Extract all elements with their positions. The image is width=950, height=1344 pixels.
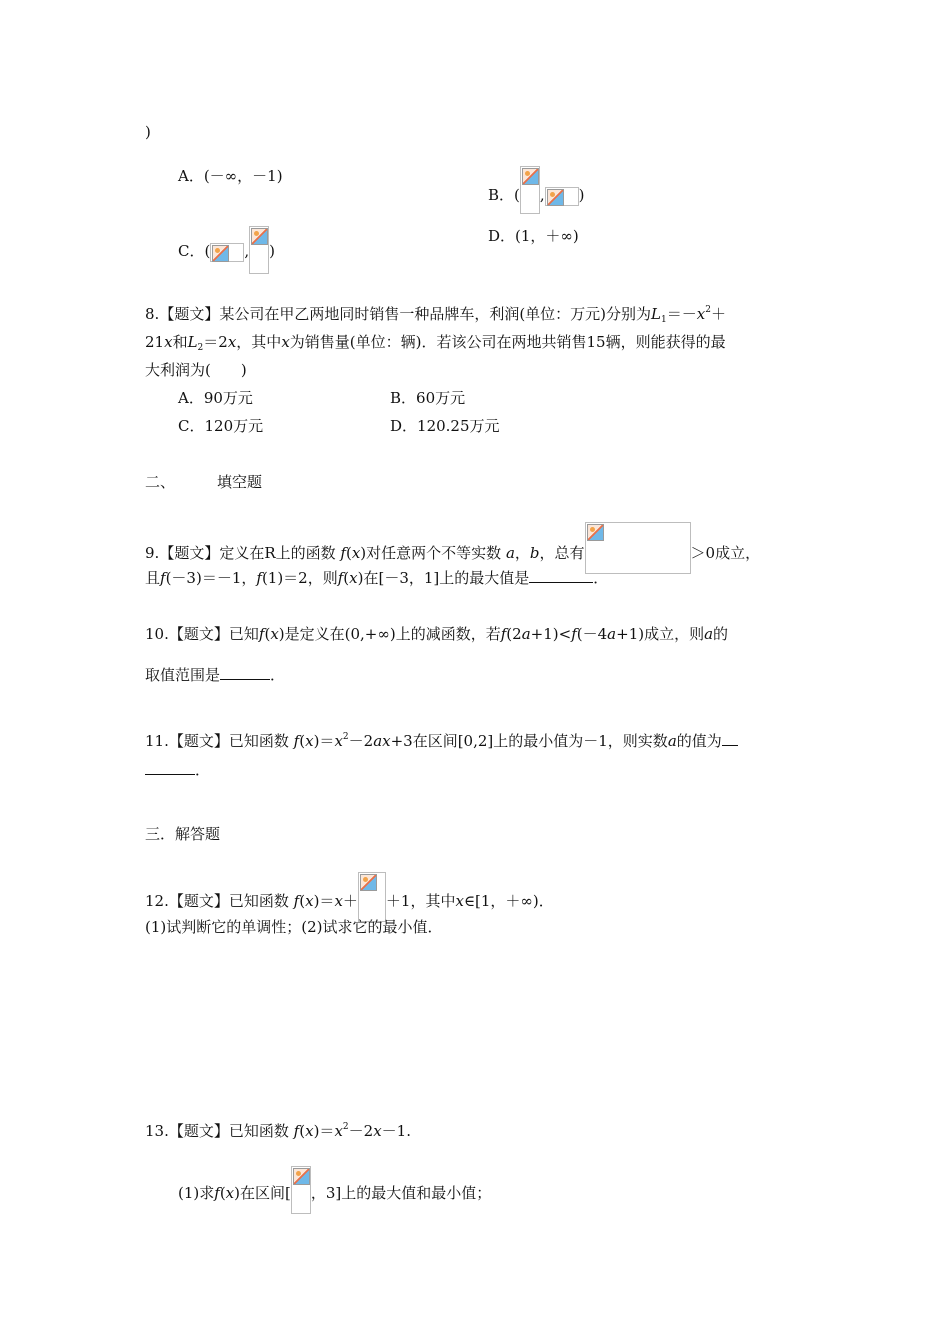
q9-tag: 【题文】: [159, 544, 220, 562]
q7-continuation: ): [145, 123, 151, 141]
q9-line-1: 9.【题文】定义在R上的函数 f(x)对任意两个不等实数 a，b，总有 ＞0成立，: [145, 522, 760, 574]
q7-option-b: B．( , ): [488, 166, 585, 214]
q10-number: 10.: [145, 625, 169, 643]
section-2-heading: 二、 填空题: [145, 473, 263, 491]
q10-tag: 【题文】: [168, 625, 229, 643]
answer-blank[interactable]: [529, 568, 593, 583]
q12-tag: 【题文】: [168, 892, 229, 910]
formula-image-icon: [291, 1166, 311, 1214]
formula-image-icon: [249, 226, 269, 274]
q7-option-d: D．(1，＋∞): [488, 227, 579, 245]
q8-option-b: B．60万元: [390, 389, 466, 407]
q8-number: 8.: [145, 305, 160, 323]
q8-tag: 【题文】: [159, 305, 220, 323]
q12-number: 12.: [145, 892, 169, 910]
formula-image-icon: [520, 166, 540, 214]
q12-line-1: 12.【题文】已知函数 f(x)＝x＋ ＋1，其中x∈[1，＋∞)．: [145, 872, 554, 922]
q8-line-2: 21x和$L_2=2x$，其中x为销售量(单位：辆)．若该公司在两地共销售15辆，则能获得的最: [145, 333, 726, 353]
formula-image-icon: [358, 872, 386, 922]
formula-image-icon: [545, 187, 579, 206]
q12-subquestions: (1)试判断它的单调性；(2)试求它的最小值．: [145, 918, 443, 936]
answer-blank-continued[interactable]: [145, 760, 195, 775]
q7-option-a: A．(－∞，－1): [178, 167, 283, 185]
q7-option-c: C．( , ): [178, 226, 275, 274]
q8-option-c: C．120万元: [178, 417, 264, 435]
q11-line-2: ．: [145, 760, 210, 780]
q9-number: 9.: [145, 544, 160, 562]
q13-tag: 【题文】: [168, 1122, 229, 1140]
q8-line-1: 8.【题文】某公司在甲乙两地同时销售一种品牌车，利润(单位：万元)分别为$L_1=-x^2+$: [145, 305, 726, 325]
q10-line-2: 取值范围是 ．: [145, 666, 286, 684]
q13-subquestion-1: (1)求f(x)在区间[ ，3]上的最大值和最小值；: [178, 1166, 491, 1214]
q9-line-2: 且f(－3)＝－1，f(1)＝2，则f(x)在[－3，1]上的最大值是 ．: [145, 569, 609, 587]
q8-option-a: A．90万元: [178, 389, 253, 407]
answer-blank[interactable]: [220, 665, 270, 680]
formula-image-icon: [210, 243, 244, 262]
formula-image-icon: [585, 522, 691, 574]
q8-option-d: D．120.25万元: [390, 417, 500, 435]
q8-line-3: 大利润为( ): [145, 361, 247, 379]
answer-blank[interactable]: [722, 731, 738, 746]
q10-line-1: 10.【题文】已知f(x)是定义在(0,+∞)上的减函数，若f(2a+1)<f(－4a+1)成立，则a的: [145, 625, 729, 643]
q13-line-1: 13.【题文】已知函数 $f(x)=x^2-2x-1$.: [145, 1122, 411, 1140]
q11-line-1: 11.【题文】已知函数 $f(x)=x^2-2ax+3$在区间[0,2]上的最小值为－1，则实数a的值为: [145, 731, 738, 751]
q11-tag: 【题文】: [168, 732, 229, 750]
section-3-heading: 三．解答题: [145, 825, 221, 843]
q11-number: 11.: [145, 732, 169, 750]
q13-number: 13.: [145, 1122, 169, 1140]
